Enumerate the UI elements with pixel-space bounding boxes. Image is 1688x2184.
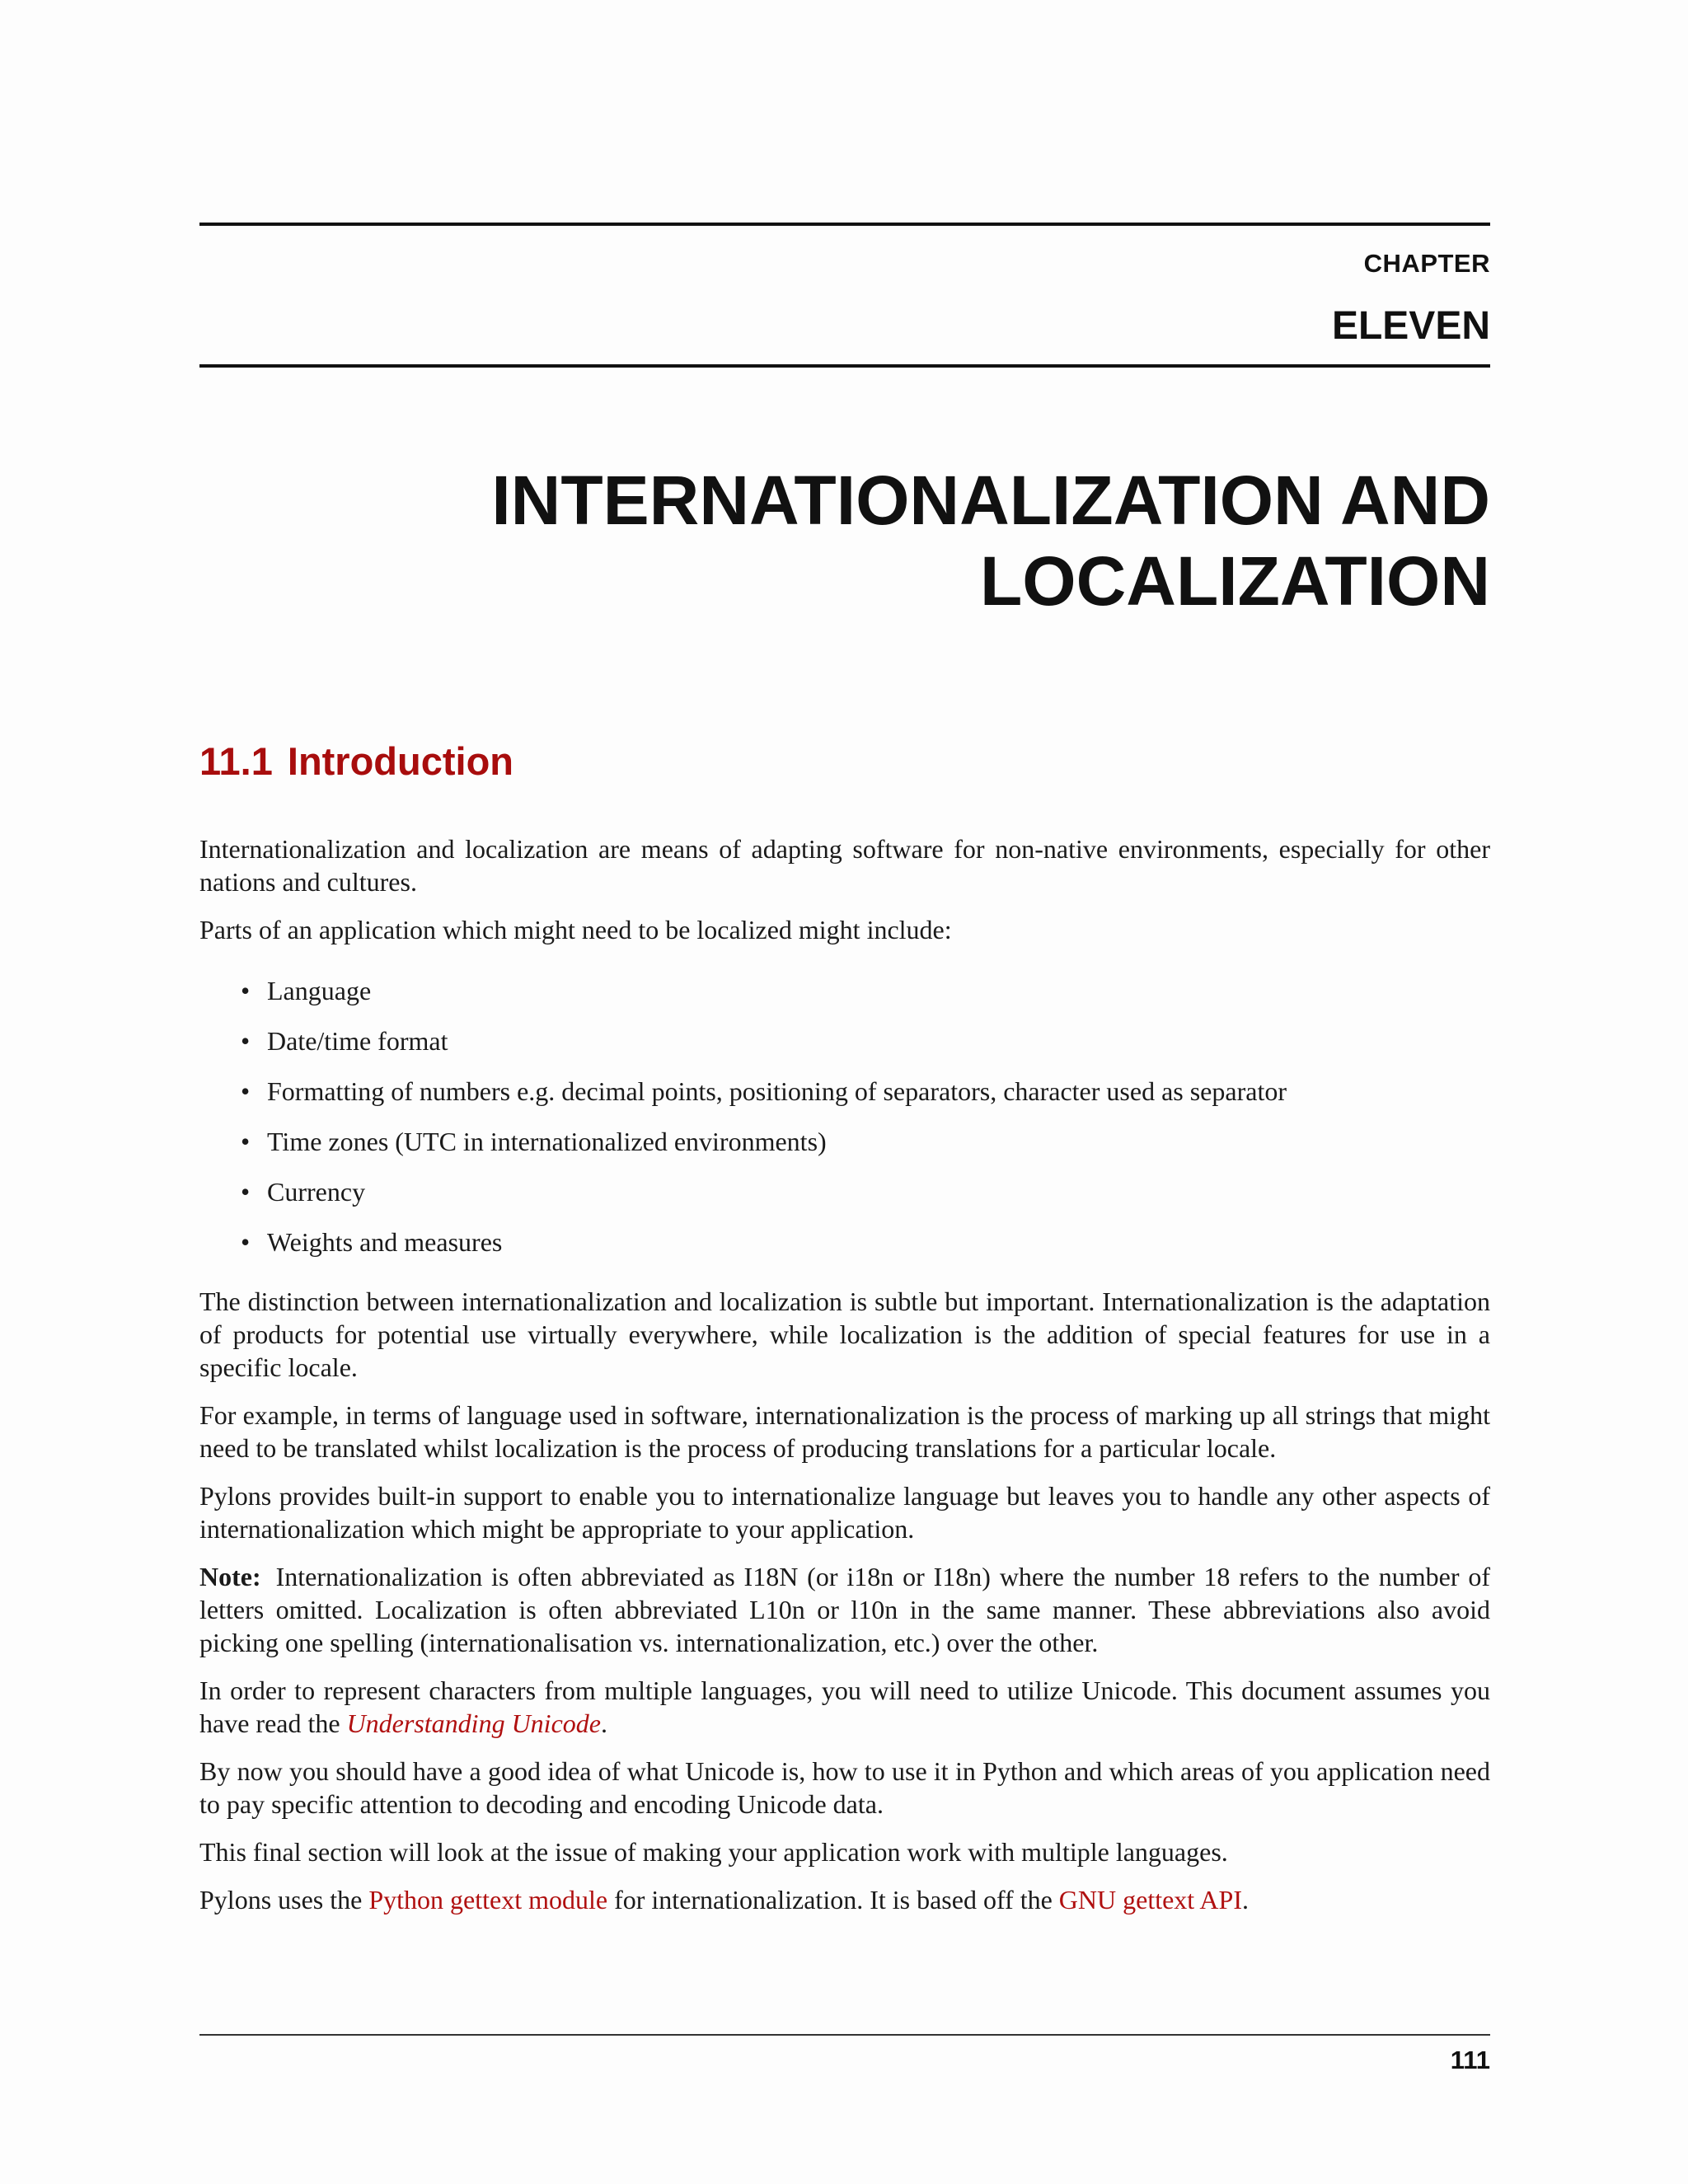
understanding-unicode-link[interactable]: Understanding Unicode bbox=[346, 1708, 601, 1738]
page-number: 111 bbox=[1450, 2046, 1490, 2074]
paragraph-gettext bbox=[199, 1883, 1490, 1916]
footer-rule bbox=[199, 2034, 1490, 2036]
bullet-icon: • bbox=[241, 976, 251, 1005]
bullet-icon: • bbox=[241, 1177, 251, 1207]
section-heading bbox=[199, 738, 513, 784]
list-item bbox=[241, 1226, 1490, 1258]
body-text bbox=[199, 832, 1490, 1931]
bullet-icon: • bbox=[241, 1227, 251, 1257]
localization-list bbox=[199, 974, 1490, 1258]
list-item bbox=[241, 1175, 1490, 1208]
chapter-number: ELEVEN bbox=[1331, 304, 1490, 348]
bullet-icon: • bbox=[241, 1076, 251, 1106]
list-item-text: Date/time format bbox=[267, 1026, 448, 1056]
paragraph-intro: Internationalization and localization are means of adapting software for non-native environments, especially for other nations and cultures. bbox=[199, 834, 1490, 897]
paragraph-text: . bbox=[600, 1708, 607, 1738]
chapter-label: CHAPTER bbox=[1363, 249, 1490, 278]
list-item bbox=[241, 1075, 1490, 1108]
paragraph-unicode-knowledge: By now you should have a good idea of what Unicode is, how to use it in Python and which areas of you application need to pay specific attention to decoding and encoding Unicode data. bbox=[199, 1756, 1490, 1819]
list-item-text: Formatting of numbers e.g. decimal points, positioning of separators, character used as separator bbox=[267, 1076, 1287, 1106]
paragraph-text: In order to represent characters from multiple languages, you will need to utilize Unicode. This document assumes you have read the bbox=[199, 1675, 1490, 1738]
paragraph-parts: Parts of an application which might need to be localized might include: bbox=[199, 915, 952, 944]
paragraph-distinction: The distinction between internationalization and localization is subtle but important. Internationalization is the adaptation of products for potential use virtually everywhere, while localization is the addition of special features for use in a specific locale. bbox=[199, 1286, 1490, 1382]
paragraph-text: . bbox=[1241, 1885, 1249, 1915]
chapter-title-line-1: INTERNATIONALIZATION AND bbox=[491, 462, 1490, 539]
paragraph-pylons-support: Pylons provides built-in support to enable you to internationalize language but leaves you to handle any other aspects of internationalization which might be appropriate to your application. bbox=[199, 1481, 1490, 1544]
bullet-icon: • bbox=[241, 1127, 251, 1156]
document-page bbox=[199, 0, 1490, 2184]
list-item-text: Language bbox=[267, 976, 372, 1005]
section-title: Introduction bbox=[287, 739, 513, 783]
bullet-icon: • bbox=[241, 1026, 251, 1056]
python-gettext-link[interactable]: Python gettext module bbox=[368, 1885, 608, 1915]
note-text: Internationalization is often abbreviated as I18N (or i18n or I18n) where the number 18 refers to the number of letters omitted. Localization is often abbreviated L10n or l10n in the same manner. These abbreviations also avoid picking one spelling (internationalisation vs. internationalization, etc.) over the other. bbox=[199, 1562, 1490, 1657]
paragraph-text: for internationalization. It is based off the bbox=[607, 1885, 1059, 1915]
chapter-bottom-rule bbox=[199, 364, 1490, 368]
section-number: 11.1 bbox=[199, 739, 273, 783]
chapter-top-rule bbox=[199, 223, 1490, 226]
paragraph-example: For example, in terms of language used in software, internationalization is the process of marking up all strings that might need to be translated whilst localization is the process of producing translations for a particular locale. bbox=[199, 1400, 1490, 1463]
list-item bbox=[241, 974, 1490, 1007]
paragraph-text: Pylons uses the bbox=[199, 1885, 369, 1915]
list-item bbox=[241, 1024, 1490, 1057]
paragraph-unicode bbox=[199, 1674, 1490, 1740]
list-item-text: Weights and measures bbox=[267, 1227, 503, 1257]
note-label: Note: bbox=[199, 1562, 261, 1591]
paragraph-final-section: This final section will look at the issue of making your application work with multiple languages. bbox=[199, 1837, 1228, 1867]
list-item-text: Currency bbox=[267, 1177, 366, 1207]
chapter-title-line-2: LOCALIZATION bbox=[979, 542, 1490, 620]
chapter-title bbox=[199, 460, 1490, 621]
list-item bbox=[241, 1125, 1490, 1158]
gnu-gettext-link[interactable]: GNU gettext API bbox=[1058, 1885, 1242, 1915]
list-item-text: Time zones (UTC in internationalized environments) bbox=[267, 1127, 827, 1156]
note-paragraph bbox=[199, 1560, 1490, 1659]
